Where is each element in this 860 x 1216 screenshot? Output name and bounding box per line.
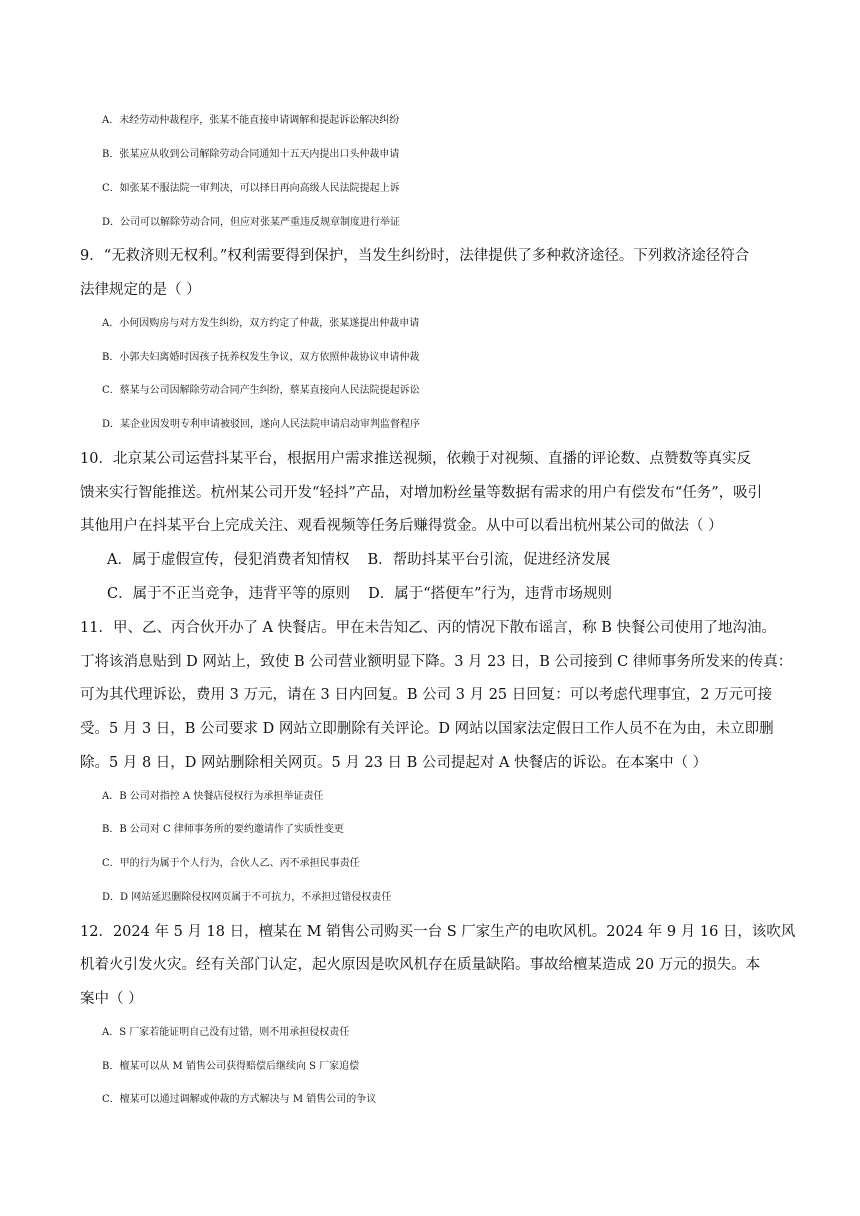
q12-stem-line-3: 案中（ ） bbox=[80, 991, 143, 1007]
q9-option-d: D．某企业因发明专利申请被驳回，遂向人民法院申请启动审判监督程序 bbox=[102, 419, 421, 430]
q10-option-d: D．属于“搭便车”行为，违背市场规则 bbox=[368, 586, 613, 602]
q9-stem-line-1: 9．“无救济则无权利。”权利需要得到保护，当发生纠纷时，法律提供了多种救济途径。下列救济途径符合 bbox=[80, 248, 750, 264]
q10-options-row-1 bbox=[107, 550, 610, 570]
q11-option-a: A．B 公司对指控 A 快餐店侵权行为承担举证责任 bbox=[102, 791, 324, 802]
q10-option-b: B．帮助抖某平台引流，促进经济发展 bbox=[367, 552, 611, 568]
q9-option-b: B．小郭夫妇离婚时因孩子抚养权发生争议，双方依照仲裁协议申请仲裁 bbox=[102, 352, 420, 363]
q12-option-c: C．檀某可以通过调解或仲裁的方式解决与 M 销售公司的争议 bbox=[102, 1094, 377, 1105]
q12-stem-line-2: 机着火引发火灾。经有关部门认定，起火原因是吹风机存在质量缺陷。事故给檀某造成 20 万元的损失。本 bbox=[80, 957, 761, 973]
prev-option-b: B．张某应从收到公司解除劳动合同通知十五天内提出口头仲裁申请 bbox=[102, 149, 400, 160]
q11-stem-line-5: 除。5 月 8 日，D 网站删除相关网页。5 月 23 日 B 公司提起对 A 快餐店的诉讼。在本案中（ ） bbox=[80, 755, 708, 771]
q11-option-c: C．甲的行为属于个人行为，合伙人乙、丙不承担民事责任 bbox=[102, 858, 360, 869]
q10-options-row-2 bbox=[107, 584, 612, 604]
prev-option-c: C．如张某不服法院一审判决，可以择日再向高级人民法院提起上诉 bbox=[102, 183, 400, 194]
q9-stem-line-2: 法律规定的是（ ） bbox=[80, 282, 201, 298]
q11-option-d: D．D 网站延迟删除侵权网页属于不可抗力，不承担过错侵权责任 bbox=[102, 892, 392, 903]
q9-option-c: C．蔡某与公司因解除劳动合同产生纠纷，蔡某直接向人民法院提起诉讼 bbox=[102, 385, 420, 396]
q11-stem-line-4: 受。5 月 3 日，B 公司要求 D 网站立即删除有关评论。D 网站以国家法定假日工作人员不在为由，未立即删 bbox=[80, 721, 774, 737]
q12-option-b: B．檀某可以从 M 销售公司获得赔偿后继续向 S 厂家追偿 bbox=[102, 1061, 360, 1072]
q11-option-b: B．B 公司对 C 律师事务所的要约邀请作了实质性变更 bbox=[102, 824, 344, 835]
q11-stem-line-3: 可为其代理诉讼，费用 3 万元，请在 3 日内回复。B 公司 3 月 25 日回复：可以考虑代理事宜，2 万元可接 bbox=[80, 687, 773, 703]
q11-stem-line-1: 11．甲、乙、丙合伙开办了 A 快餐店。甲在未告知乙、丙的情况下散布谣言，称 B 快餐公司使用了地沟油。 bbox=[80, 620, 777, 636]
q11-stem-line-2: 丁将该消息贴到 D 网站上，致使 B 公司营业额明显下降。3 月 23 日，B 公司接到 C 律师事务所发来的传真： bbox=[80, 654, 793, 670]
q10-option-c: C．属于不正当竞争，违背平等的原则 bbox=[107, 586, 351, 602]
prev-option-a: A．未经劳动仲裁程序，张某不能直接申请调解和提起诉讼解决纠纷 bbox=[102, 115, 400, 126]
q12-option-a: A．S 厂家若能证明自己没有过错，则不用承担侵权责任 bbox=[102, 1027, 350, 1038]
q10-option-a: A．属于虚假宣传，侵犯消费者知情权 bbox=[107, 552, 350, 568]
q9-option-a: A．小何因购房与对方发生纠纷，双方约定了仲裁，张某遂提出仲裁申请 bbox=[102, 318, 420, 329]
q10-stem-line-1: 10．北京某公司运营抖某平台，根据用户需求推送视频，依赖于对视频、直播的评论数、点赞数等真实反 bbox=[80, 451, 751, 467]
q10-stem-line-3: 其他用户在抖某平台上完成关注、观看视频等任务后赚得赏金。从中可以看出杭州某公司的做法（ ） bbox=[80, 518, 723, 534]
prev-option-d: D．公司可以解除劳动合同，但应对张某严重违反规章制度进行举证 bbox=[102, 217, 401, 228]
q10-stem-line-2: 馈来实行智能推送。杭州某公司开发“轻抖”产品，对增加粉丝量等数据有需求的用户有偿发布“任务”，吸引 bbox=[80, 485, 763, 501]
q12-stem-line-1: 12．2024 年 5 月 18 日，檀某在 M 销售公司购买一台 S 厂家生产的电吹风机。2024 年 9 月 16 日，该吹风 bbox=[80, 924, 796, 940]
